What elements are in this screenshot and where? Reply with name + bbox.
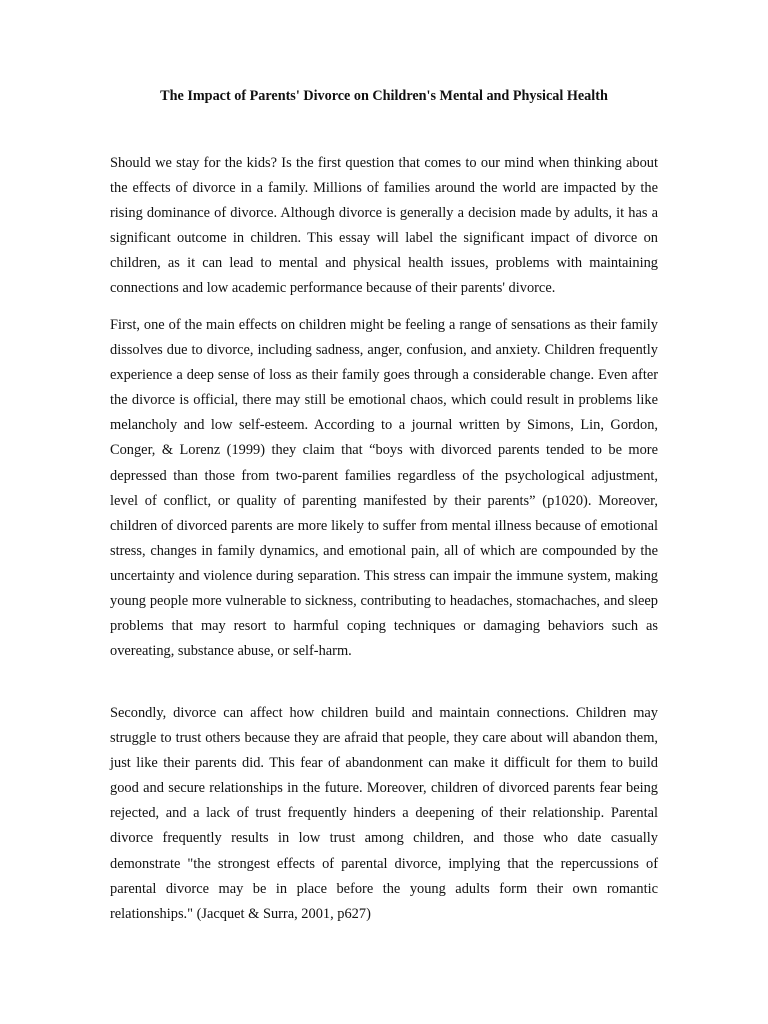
document-title: The Impact of Parents' Divorce on Children's Mental and Physical Health xyxy=(160,88,608,104)
paragraph-introduction: Should we stay for the kids? Is the first question that comes to our mind when thinking about the effects of divorce in a family. Millions of families around the world are impacted by the rising dominance of divorce. Although divorce is generally a decision made by adults, it has a significant outcome in children. This essay will label the significant impact of divorce on children, as it can lead to mental and physical health issues, problems with maintaining connections and low academic performance because of their parents' divorce. xyxy=(110,155,658,297)
paragraph-mental-health: First, one of the main effects on children might be feeling a range of sensations as their family dissolves due to divorce, including sadness, anger, confusion, and anxiety. Children frequently experience a deep sense of loss as their family goes through a considerable change. Even after the divorce is official, there may still be emotional chaos, which could result in problems like melancholy and low self-esteem. According to a journal written by Simons, Lin, Gordon, Conger, & Lorenz (1999) they claim that “boys with divorced parents tended to be more depressed than those from two-parent families regardless of the psychological adjustment, level of conflict, or quality of parenting manifested by their parents” (p1020). Moreover, children of divorced parents are more likely to suffer from mental illness because of emotional stress, changes in family dynamics, and emotional pain, all of which are compounded by the uncertainty and violence during separation. This stress can impair the immune system, making young people more vulnerable to sickness, contributing to headaches, stomachaches, and sleep problems that may resort to harmful coping techniques or damaging behaviors such as overeating, substance abuse, or self-harm. xyxy=(110,317,658,660)
paragraph-connections: Secondly, divorce can affect how children build and maintain connections. Children may struggle to trust others because they are afraid that people, they care about will abandon them, just like their parents did. This fear of abandonment can make it difficult for them to build good and secure relationships in the future. Moreover, children of divorced parents fear being rejected, and a lack of trust frequently hinders a deepening of their relationship. Parental divorce frequently results in low trust among children, and those who date casually demonstrate "the strongest effects of parental divorce, implying that the repercussions of parental divorce may be in place before the young adults form their own romantic relationships." (Jacquet & Surra, 2001, p627) xyxy=(110,705,658,922)
